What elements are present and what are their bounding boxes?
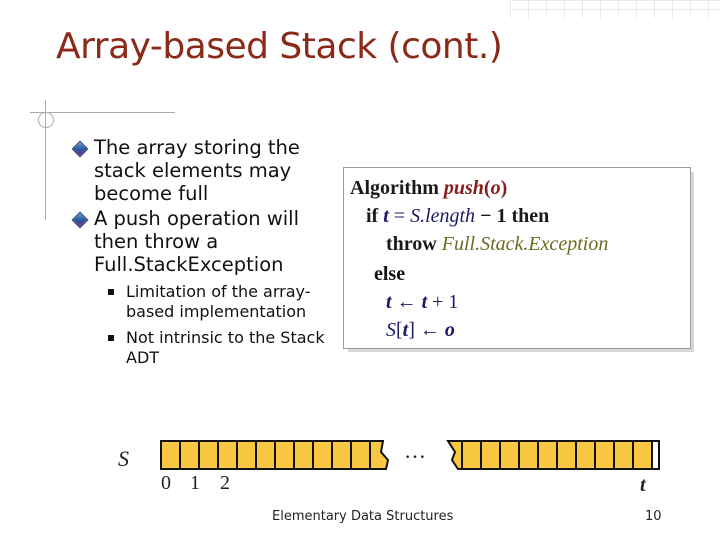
- array-cell: [595, 441, 614, 469]
- array-index-1: 1: [190, 472, 200, 494]
- array-cell-empty: [652, 441, 659, 469]
- array-cell-torn: [448, 441, 462, 469]
- algorithm-paren-close: ): [500, 177, 508, 199]
- algorithm-keyword: Algorithm: [350, 177, 444, 199]
- array-cell: [462, 441, 481, 469]
- algorithm-bracket-close: ]: [408, 319, 415, 341]
- array-ellipsis: …: [404, 438, 426, 463]
- array-cell: [614, 441, 633, 469]
- array-cell: [500, 441, 519, 469]
- algorithm-paren-open: (: [483, 177, 491, 199]
- array-cell: [180, 441, 199, 469]
- array-index-2: 2: [220, 472, 230, 494]
- algorithm-assign: ←: [391, 291, 422, 313]
- array-cell: [538, 441, 557, 469]
- bullet-text: A push operation will then throw a Full.StackException: [94, 207, 300, 276]
- algorithm-var-t: t: [383, 205, 389, 227]
- algorithm-name: push: [443, 177, 484, 199]
- footer-text: Elementary Data Structures: [272, 509, 454, 524]
- array-cell: [557, 441, 576, 469]
- array-cell: [294, 441, 313, 469]
- array-cell: [633, 441, 652, 469]
- array-cell: [199, 441, 218, 469]
- algorithm-equals: =: [388, 205, 411, 227]
- algorithm-else: else: [374, 263, 406, 285]
- algorithm-var-t: t: [402, 319, 409, 341]
- algorithm-length: S.length: [410, 205, 476, 227]
- array-cell: [519, 441, 538, 469]
- algorithm-bracket-open: [: [396, 319, 403, 341]
- algorithm-var-t: t: [421, 291, 428, 313]
- array-cell: [256, 441, 275, 469]
- algorithm-throw: throw: [386, 233, 442, 255]
- array-cell: [332, 441, 351, 469]
- array-top-label: t: [640, 474, 646, 496]
- page-number: 10: [645, 509, 662, 524]
- slide-title: Array-based Stack (cont.): [56, 26, 503, 67]
- array-cell: [218, 441, 237, 469]
- array-cell: [351, 441, 370, 469]
- sub-bullet-text: Limitation of the array-based implementation: [126, 282, 311, 321]
- array-cell: [481, 441, 500, 469]
- algorithm-minus-then: − 1 then: [475, 205, 550, 227]
- bullet-text: The array storing the stack elements may become full: [94, 136, 300, 205]
- algorithm-if: if: [366, 205, 384, 227]
- algorithm-assign: ←: [414, 319, 445, 341]
- array-label: S: [118, 446, 129, 471]
- array-index-0: 0: [161, 472, 171, 494]
- array-right-segment: [448, 441, 659, 469]
- array-left-segment: [161, 441, 388, 469]
- algorithm-var-s: S: [386, 319, 396, 341]
- array-cell: [313, 441, 332, 469]
- array-cell: [237, 441, 256, 469]
- array-cell: [275, 441, 294, 469]
- algorithm-var-t: t: [386, 291, 392, 313]
- algorithm-param: o: [490, 177, 501, 199]
- algorithm-exception: Full.Stack.Exception: [441, 233, 609, 255]
- array-cell: [576, 441, 595, 469]
- algorithm-param: o: [444, 319, 455, 341]
- sub-bullet-text: Not intrinsic to the Stack ADT: [126, 328, 325, 367]
- array-cell-torn: [370, 441, 388, 469]
- array-cell: [161, 441, 180, 469]
- algorithm-plus-one: + 1: [427, 291, 459, 313]
